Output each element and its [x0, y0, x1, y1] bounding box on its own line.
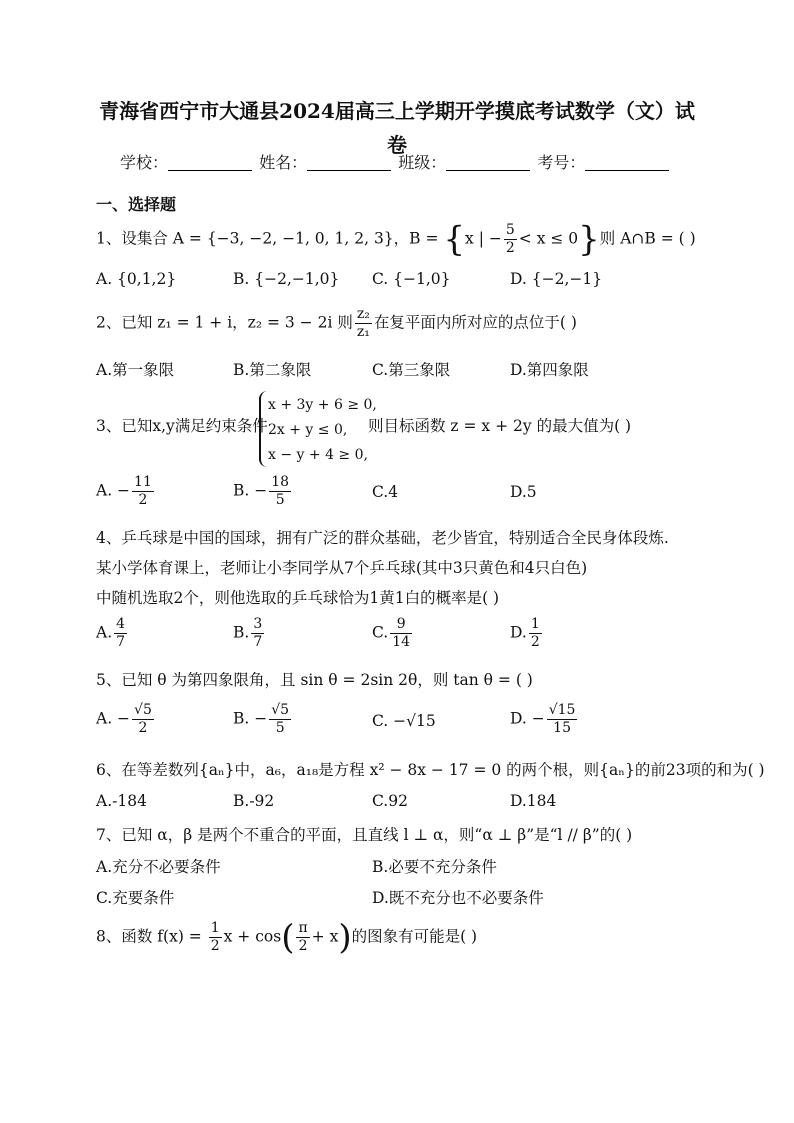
q5-option-b-fraction — [269, 702, 291, 737]
q3-option-a-label: A. − — [96, 481, 131, 500]
q1-option-b[interactable]: B. {−2,−1,0} — [233, 270, 340, 288]
q5-option-d-label: D. − — [510, 709, 545, 728]
q3-stem-b: 则目标函数 z = x + 2y 的最大值为( ) — [368, 417, 632, 435]
frac-den: 2 — [210, 938, 220, 954]
q4-option-a[interactable] — [96, 616, 129, 651]
student-info-row — [120, 150, 671, 173]
q5-option-b-label: B. − — [233, 709, 268, 728]
q4-line-3: 中随机选取2个，则他选取的乒乓球恰为1黄1白的概率是( ) — [96, 589, 500, 607]
constraint-3: x − y + 4 ≥ 0, — [268, 447, 368, 463]
frac-den: 2 — [530, 634, 540, 650]
frac-den: 2 — [138, 720, 148, 736]
frac-den: 5 — [275, 492, 285, 508]
q4-line-1: 4、乒乓球是中国的国球，拥有广泛的群众基础，老少皆宜，特别适合全民身体段炼. — [96, 529, 669, 547]
school-label: 学校： — [120, 153, 169, 172]
q3-option-b-label: B. − — [233, 481, 268, 500]
open-brace-icon: { — [443, 219, 466, 260]
constraint-1: x + 3y + 6 ≥ 0, — [268, 397, 377, 413]
q4-option-d-fraction — [529, 616, 542, 651]
frac-den: 15 — [553, 720, 571, 736]
q1-fraction — [504, 222, 517, 257]
q8-stem-b: 的图象有可能是( ) — [351, 927, 478, 946]
name-label: 姓名： — [259, 153, 308, 172]
q2-option-a[interactable]: A.第一象限 — [96, 361, 175, 379]
school-blank[interactable] — [168, 170, 252, 171]
frac-num: 3 — [253, 616, 263, 632]
q5-option-d[interactable] — [510, 702, 579, 737]
frac-den: 2 — [298, 938, 308, 954]
q5-option-a-label: A. − — [96, 709, 131, 728]
frac-den: 2 — [138, 492, 148, 508]
q1-option-d[interactable]: D. {−2,−1} — [510, 270, 603, 288]
q7-option-d[interactable]: D.既不充分也不必要条件 — [372, 889, 544, 907]
q6-option-b[interactable]: B.-92 — [233, 792, 275, 810]
name-blank[interactable] — [307, 170, 391, 171]
q2-option-c[interactable]: C.第三象限 — [372, 361, 451, 379]
q2-stem-a: 2、已知 z₁ = 1 + i，z₂ = 3 − 2i 则 — [96, 313, 353, 332]
frac-den: 14 — [392, 634, 411, 650]
q2-option-b[interactable]: B.第二象限 — [233, 361, 312, 379]
q8-fraction-1 — [209, 920, 222, 955]
q1-frac-den: 2 — [505, 240, 515, 256]
q6-option-a[interactable]: A.-184 — [96, 792, 147, 810]
frac-num: √5 — [134, 702, 152, 718]
section-heading: 一、选择题 — [96, 195, 177, 214]
q4-option-c[interactable] — [372, 616, 414, 651]
q3-option-c[interactable]: C.4 — [372, 483, 399, 501]
constraint-2: 2x + y ≤ 0, — [268, 422, 348, 438]
frac-num: 18 — [271, 474, 290, 490]
frac-num: √15 — [548, 702, 576, 718]
q6-stem: 6、在等差数列{aₙ}中，a₆，a₁₈是方程 x² − 8x − 17 = 0 的两个根，则{aₙ}的前23项的和为( ) — [96, 761, 765, 779]
question-2 — [96, 306, 577, 341]
q4-option-d[interactable] — [510, 616, 544, 651]
q7-option-c[interactable]: C.充要条件 — [96, 889, 175, 907]
q3-option-b[interactable] — [233, 474, 293, 509]
q2-stem-b: 在复平面内所对应的点位于( ) — [373, 313, 577, 332]
q3-option-a-fraction — [132, 474, 154, 509]
q7-option-b[interactable]: B.必要不充分条件 — [372, 858, 497, 876]
close-paren-icon: ) — [338, 917, 352, 958]
q5-option-a-fraction — [132, 702, 154, 737]
q3-stem-a: 3、已知x,y满足约束条件 — [96, 417, 268, 435]
q4-line-2: 某小学体育课上，老师让小李同学从7个乒乓球(其中3只黄色和4只白色) — [96, 559, 588, 577]
frac-den: 7 — [253, 634, 263, 650]
q1-option-a[interactable]: A. {0,1,2} — [96, 270, 177, 288]
q2-option-d[interactable]: D.第四象限 — [510, 361, 589, 379]
q7-stem: 7、已知 α，β 是两个不重合的平面，且直线 l ⊥ α，则“α ⊥ β”是“l // β”的( ) — [96, 826, 633, 844]
frac-num: 9 — [390, 616, 412, 634]
q1-stem-b: 则 A∩B = ( ) — [599, 229, 696, 248]
frac-num: π — [298, 920, 308, 936]
q8-stem-mid: x + cos — [223, 927, 282, 946]
frac-num: 4 — [116, 616, 126, 632]
q8-stem-a: 8、函数 f(x) = — [96, 927, 207, 946]
q4-option-b-label: B. — [233, 623, 250, 642]
class-label: 班级： — [398, 153, 447, 172]
q4-option-b[interactable] — [233, 616, 266, 651]
q7-option-a[interactable]: A.充分不必要条件 — [96, 858, 221, 876]
q5-option-d-fraction — [547, 702, 578, 737]
q1-option-c[interactable]: C. {−1,0} — [372, 270, 451, 288]
q3-option-b-fraction — [269, 474, 291, 509]
class-blank[interactable] — [446, 170, 530, 171]
q4-option-b-fraction — [251, 616, 264, 651]
q2-frac-den: z₁ — [356, 324, 370, 340]
q4-option-a-fraction — [114, 616, 127, 651]
frac-den: 5 — [275, 720, 285, 736]
q5-option-a[interactable] — [96, 702, 156, 737]
exam-number-blank[interactable] — [585, 170, 669, 171]
q1-stem-a: 1、设集合 A = {−3, −2, −1, 0, 1, 2, 3}，B = — [96, 229, 444, 248]
q4-option-c-label: C. — [372, 623, 389, 642]
q5-option-b[interactable] — [233, 702, 293, 737]
q4-option-c-fraction — [390, 616, 412, 651]
q3-option-d[interactable]: D.5 — [510, 483, 537, 501]
q2-frac-num: z₂ — [356, 306, 370, 322]
frac-num: 1 — [530, 616, 540, 632]
q6-option-d[interactable]: D.184 — [510, 792, 557, 810]
frac-num: √5 — [271, 702, 290, 718]
q4-option-a-label: A. — [96, 623, 113, 642]
exam-number-label: 考号： — [537, 153, 586, 172]
q8-fraction-2 — [296, 920, 309, 955]
exam-title: 青海省西宁市大通县2024届高三上学期开学摸底考试数学（文）试卷 — [99, 99, 695, 157]
question-8 — [96, 917, 478, 958]
q4-option-d-label: D. — [510, 623, 527, 642]
q3-option-a[interactable] — [96, 474, 156, 509]
open-paren-icon: ( — [281, 917, 295, 958]
q1-frac-num: 5 — [505, 222, 515, 238]
q6-option-c[interactable]: C.92 — [372, 792, 408, 810]
constraint-system — [268, 393, 377, 468]
close-brace-icon: } — [578, 219, 600, 260]
frac-den: 7 — [116, 634, 126, 650]
frac-num: 1 — [210, 920, 220, 936]
q5-option-c[interactable]: C. −√15 — [372, 712, 436, 730]
question-1 — [96, 219, 696, 260]
q5-stem: 5、已知 θ 为第四象限角，且 sin θ = 2sin 2θ，则 tan θ = ( ) — [96, 671, 533, 689]
q8-stem-after: + x — [311, 927, 339, 946]
q2-fraction — [355, 306, 372, 341]
q1-set-right: < x ≤ 0 — [518, 229, 579, 248]
q1-set-left: x | − — [465, 229, 502, 248]
frac-num: 11 — [134, 474, 152, 490]
